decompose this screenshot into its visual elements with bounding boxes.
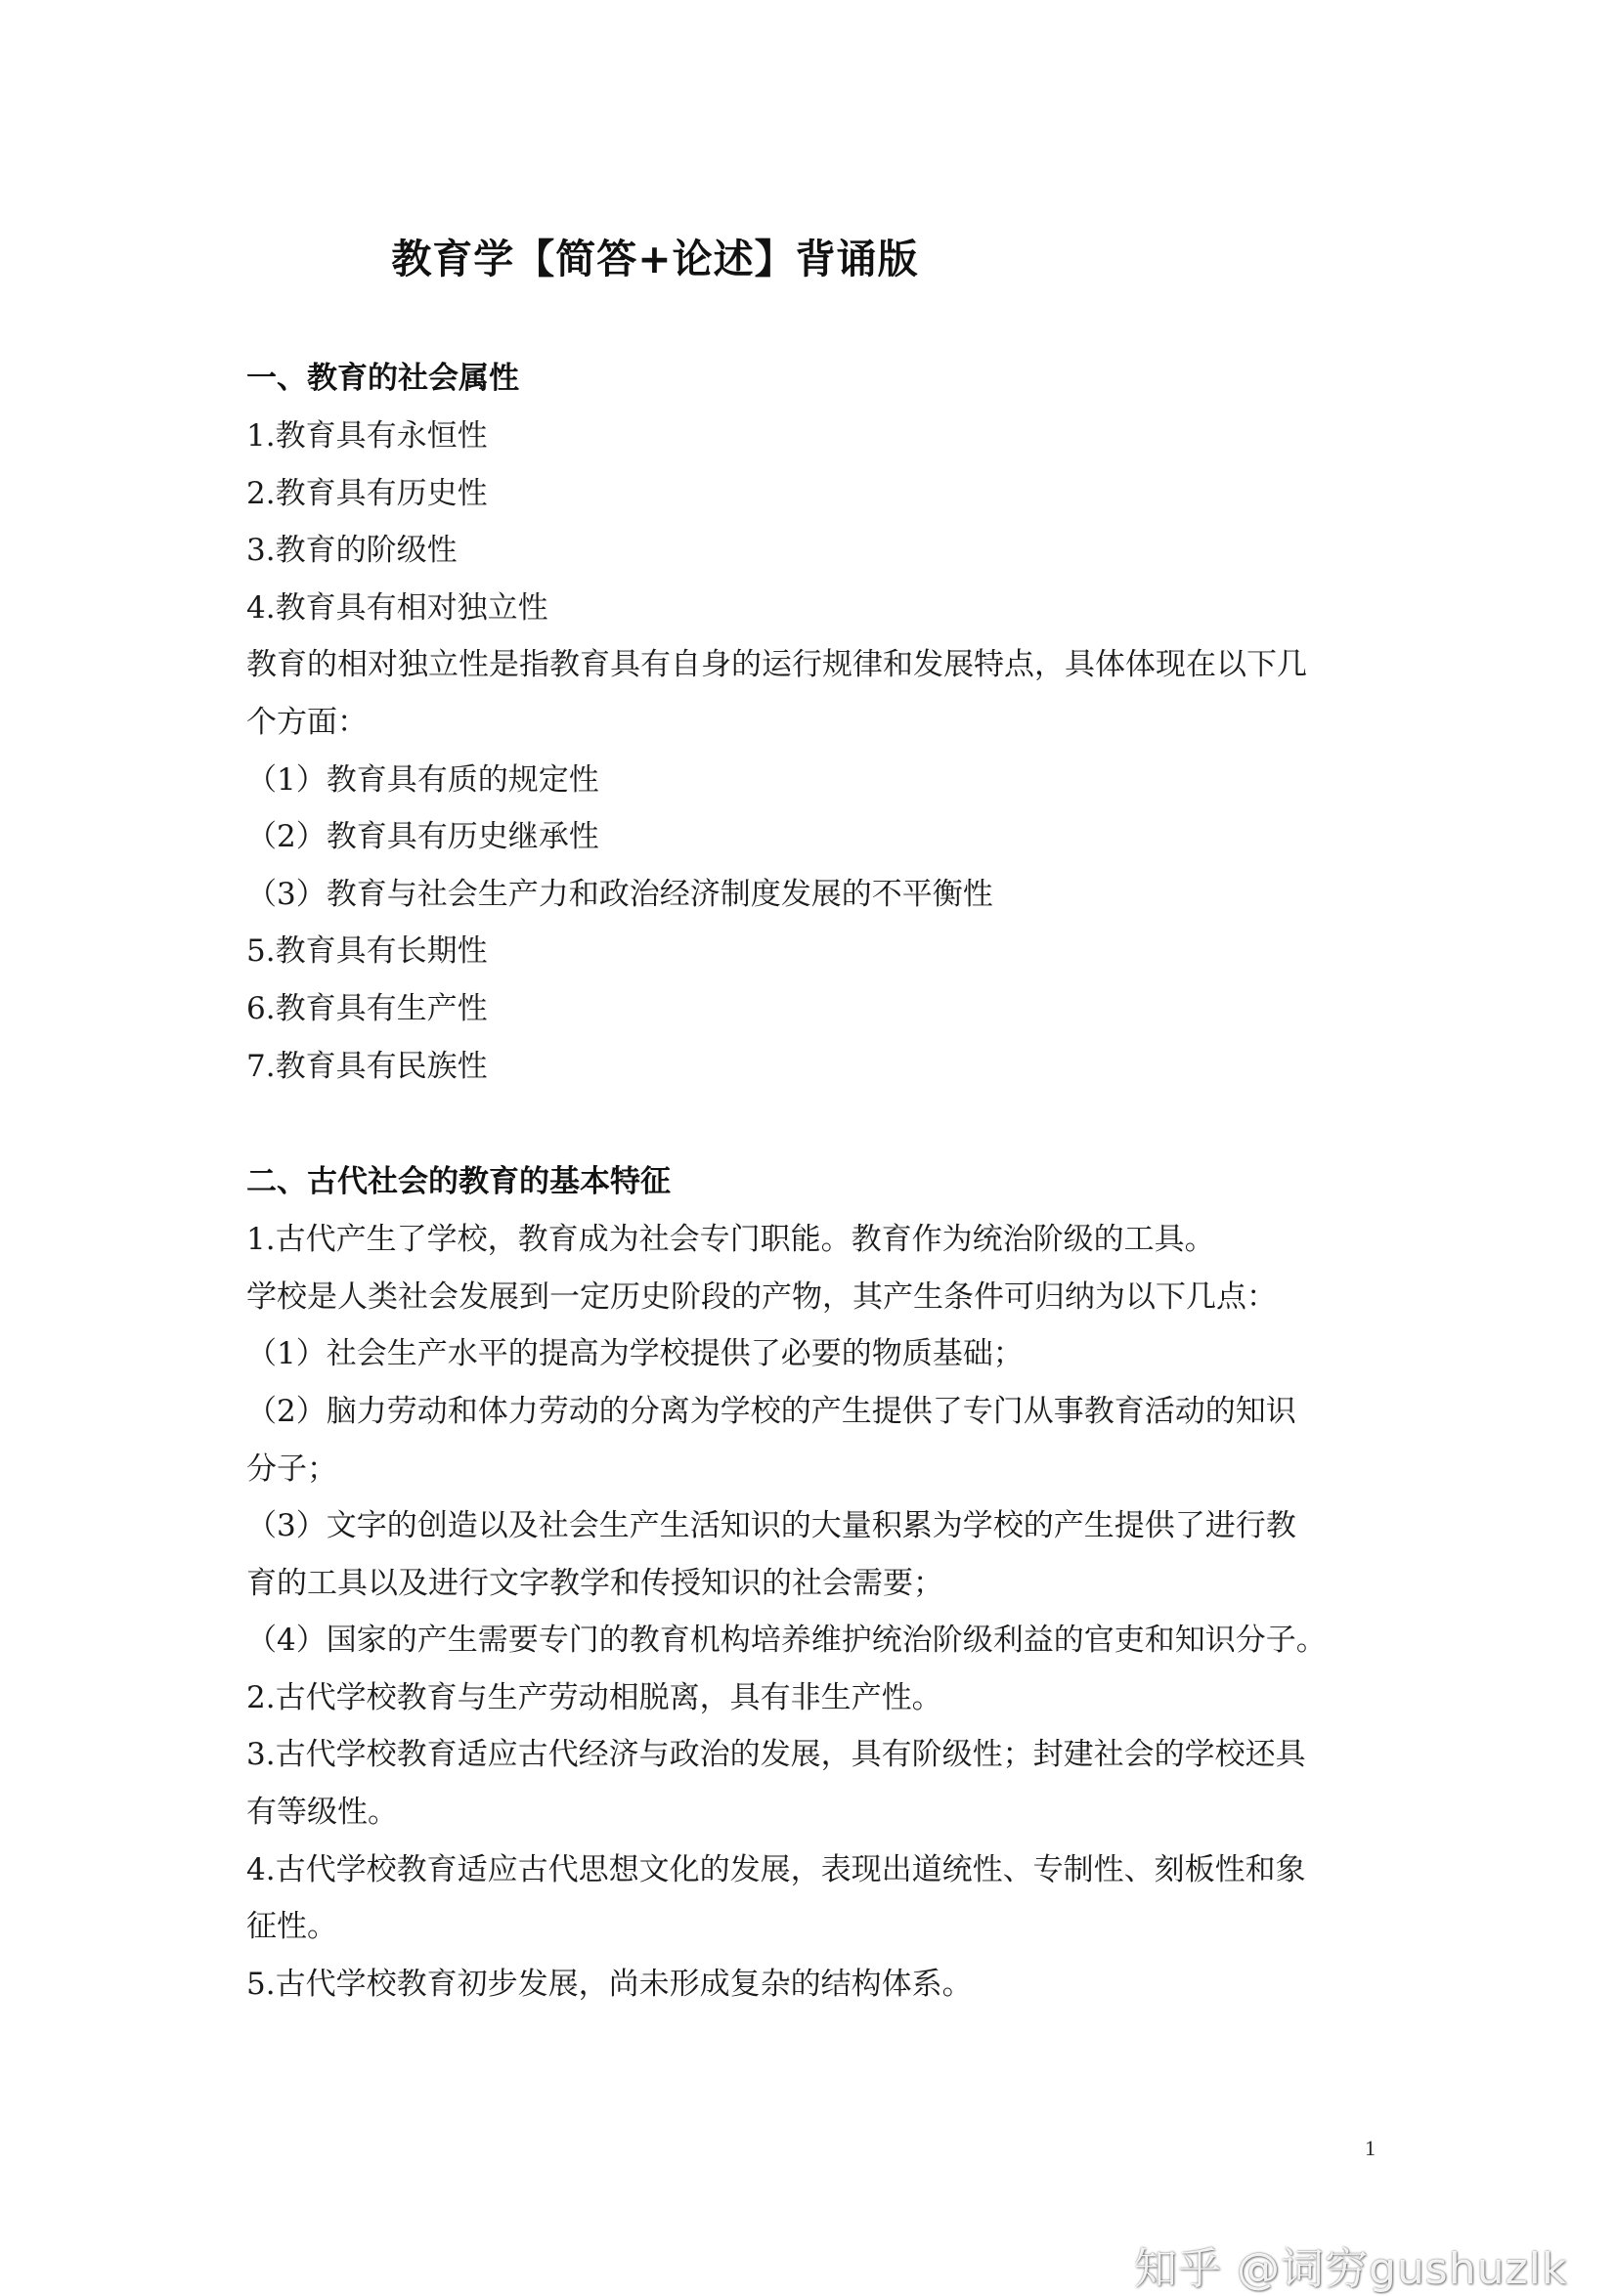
text-line: （1）社会生产水平的提高为学校提供了必要的物质基础； xyxy=(246,1336,1024,1372)
document-title: 教育学【简答+论述】背诵版 xyxy=(391,236,919,282)
text-line: 分子； xyxy=(246,1451,337,1487)
text-line: 5.古代学校教育初步发展，尚未形成复杂的结构体系。 xyxy=(246,1966,973,2002)
text-line: 3.教育的阶级性 xyxy=(246,533,458,569)
section-heading: 一、教育的社会属性 xyxy=(246,361,519,396)
text-line: 4.教育具有相对独立性 xyxy=(246,589,548,626)
text-line: 个方面： xyxy=(246,704,368,740)
text-line: （3）文字的创造以及社会生产生活知识的大量积累为学校的产生提供了进行教 xyxy=(246,1508,1296,1544)
text-line: 学校是人类社会发展到一定历史阶段的产物，其产生条件可归纳为以下几点： xyxy=(246,1278,1277,1315)
text-line: 4.古代学校教育适应古代思想文化的发展，表现出道统性、专制性、刻板性和象 xyxy=(246,1851,1306,1887)
text-line: 教育的相对独立性是指教育具有自身的运行规律和发展特点，具体体现在以下几 xyxy=(246,647,1307,683)
section-1 xyxy=(246,350,1420,1095)
text-line: 7.教育具有民族性 xyxy=(246,1048,488,1084)
text-line: 2.古代学校教育与生产劳动相脱离，具有非生产性。 xyxy=(246,1679,942,1715)
text-line: （2）教育具有历史继承性 xyxy=(246,819,599,855)
text-line: 1.教育具有永恒性 xyxy=(246,418,488,454)
text-line: 3.古代学校教育适应古代经济与政治的发展，具有阶级性；封建社会的学校还具 xyxy=(246,1737,1306,1773)
text-line: 征性。 xyxy=(246,1909,337,1945)
text-line: 5.教育具有长期性 xyxy=(246,933,488,970)
text-line: 育的工具以及进行文字教学和传授知识的社会需要； xyxy=(246,1565,943,1601)
text-line: 2.教育具有历史性 xyxy=(246,475,488,511)
text-line: （2）脑力劳动和体力劳动的分离为学校的产生提供了专门从事教育活动的知识 xyxy=(246,1393,1296,1429)
text-line: 有等级性。 xyxy=(246,1795,398,1831)
text-line: 6.教育具有生产性 xyxy=(246,990,488,1026)
text-line: 1.古代产生了学校，教育成为社会专门职能。教育作为统治阶级的工具。 xyxy=(246,1222,1215,1258)
document-body xyxy=(246,350,1420,2013)
text-line: （4）国家的产生需要专门的教育机构培养维护统治阶级利益的官吏和知识分子。 xyxy=(246,1623,1327,1659)
section-heading: 二、古代社会的教育的基本特征 xyxy=(246,1164,671,1200)
section-2 xyxy=(246,1153,1420,2013)
text-line: （3）教育与社会生产力和政治经济制度发展的不平衡性 xyxy=(246,876,993,912)
page-number: 1 xyxy=(1365,2136,1376,2160)
watermark: 知乎 @词穷gushuzlk xyxy=(1134,2244,1568,2294)
text-line: （1）教育具有质的规定性 xyxy=(246,761,599,798)
